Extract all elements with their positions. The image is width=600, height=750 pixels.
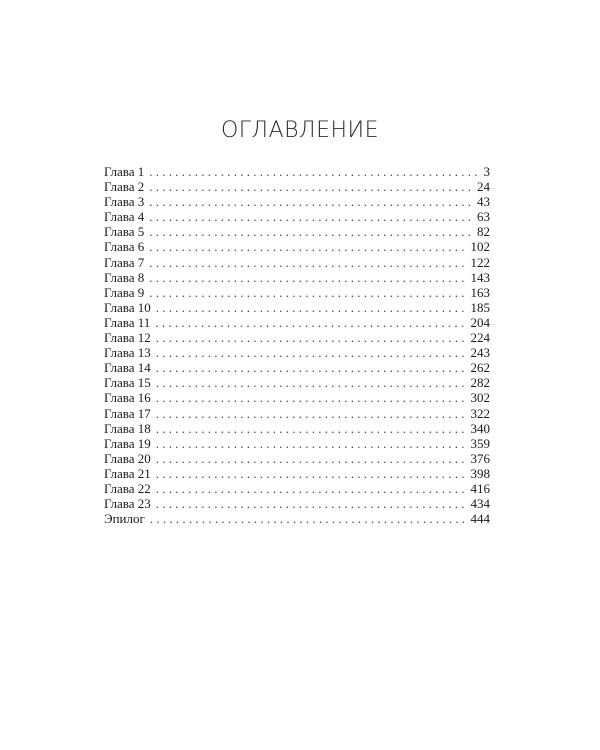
toc-entry-page-number: 376 <box>470 450 490 466</box>
toc-entry <box>104 481 490 496</box>
toc-entry-page-number: 122 <box>470 254 490 270</box>
toc-entry-label: Глава 8 <box>104 269 145 285</box>
toc-entry-leader-dots <box>156 451 468 466</box>
toc-entry-page-number: 82 <box>477 224 490 240</box>
toc-entry-leader-dots <box>156 406 468 421</box>
toc-entry-leader-dots <box>156 436 468 451</box>
toc-entry-page-number: 204 <box>470 314 490 330</box>
toc-entry-label: Глава 20 <box>104 450 151 466</box>
toc-entry-label: Глава 13 <box>104 345 151 361</box>
toc-entry-leader-dots <box>149 285 467 300</box>
toc-entry <box>104 466 490 481</box>
toc-entry-label: Глава 1 <box>104 164 145 179</box>
toc-entry <box>104 209 490 224</box>
toc-entry-label: Глава 5 <box>104 224 145 240</box>
toc-entry-leader-dots <box>150 511 468 526</box>
toc-entry-page-number: 302 <box>470 390 490 406</box>
toc-entry-leader-dots <box>156 496 468 511</box>
toc-entry <box>104 164 490 179</box>
toc-entry <box>104 375 490 390</box>
toc-entry-page-number: 416 <box>470 480 490 496</box>
toc-entry <box>104 406 490 421</box>
toc-entry-leader-dots <box>149 239 467 254</box>
toc-entry-leader-dots <box>149 224 474 239</box>
toc-entry <box>104 224 490 239</box>
toc-entry-leader-dots <box>156 390 468 405</box>
toc-entry <box>104 436 490 451</box>
toc-entry-leader-dots <box>156 360 468 375</box>
toc-entry-leader-dots <box>156 300 468 315</box>
toc-entry-page-number: 102 <box>470 239 490 255</box>
toc-entry-page-number: 224 <box>470 330 490 346</box>
toc-entry <box>104 255 490 270</box>
toc-entry-page-number: 322 <box>470 405 490 421</box>
toc-entry-page-number: 340 <box>470 420 490 436</box>
toc-entry-leader-dots <box>156 421 468 436</box>
toc-entry-label: Глава 14 <box>104 360 151 376</box>
toc-entry-page-number: 444 <box>470 511 490 527</box>
toc-entry <box>104 285 490 300</box>
toc-entry <box>104 496 490 511</box>
toc-entry <box>104 360 490 375</box>
toc-entry-leader-dots <box>156 481 468 496</box>
toc-entry-page-number: 262 <box>470 360 490 376</box>
toc-entry-leader-dots <box>155 315 467 330</box>
toc-entry-label: Глава 9 <box>104 284 145 300</box>
toc-entry-label: Глава 18 <box>104 420 151 436</box>
toc-entry <box>104 270 490 285</box>
toc-entry-page-number: 434 <box>470 496 490 512</box>
toc-entry <box>104 330 490 345</box>
toc-entry-label: Глава 15 <box>104 375 151 391</box>
toc-entry-page-number: 143 <box>470 269 490 285</box>
toc-entry-page-number: 359 <box>470 435 490 451</box>
toc-entry-page-number: 398 <box>470 465 490 481</box>
toc-entry <box>104 194 490 209</box>
toc-entry-label: Глава 19 <box>104 435 151 451</box>
toc-entry-page-number: 63 <box>477 209 490 225</box>
toc-entry-label: Глава 17 <box>104 405 151 421</box>
toc-entry-leader-dots <box>156 466 468 481</box>
toc-entry <box>104 345 490 360</box>
toc-entry-label: Глава 21 <box>104 465 151 481</box>
toc-entry-label: Глава 4 <box>104 209 145 225</box>
toc-title: ОГЛАВЛЕНИЕ <box>220 118 380 143</box>
toc-entry-label: Глава 23 <box>104 496 151 512</box>
toc-entry-label: Глава 16 <box>104 390 151 406</box>
toc-entry-page-number: 24 <box>477 179 490 195</box>
toc-entry-label: Глава 7 <box>104 254 145 270</box>
toc-entry-leader-dots <box>156 330 468 345</box>
toc-entry-label: Глава 2 <box>104 179 145 195</box>
toc-entry <box>104 179 490 194</box>
toc-entry <box>104 511 490 526</box>
toc-list <box>104 164 490 526</box>
toc-entry <box>104 239 490 254</box>
toc-entry-page-number: 282 <box>470 375 490 391</box>
toc-entry-leader-dots <box>156 345 468 360</box>
toc-entry-label: Глава 11 <box>104 314 151 330</box>
toc-entry <box>104 421 490 436</box>
toc-entry <box>104 390 490 405</box>
toc-entry <box>104 300 490 315</box>
toc-entry-label: Глава 12 <box>104 330 151 346</box>
toc-entry-leader-dots <box>149 270 467 285</box>
toc-entry-leader-dots <box>149 164 480 179</box>
toc-entry <box>104 315 490 330</box>
toc-entry-leader-dots <box>149 179 474 194</box>
toc-entry-label: Глава 22 <box>104 480 151 496</box>
toc-entry-label: Глава 6 <box>104 239 145 255</box>
toc-entry-leader-dots <box>149 194 474 209</box>
toc-entry-leader-dots <box>156 375 468 390</box>
toc-entry-page-number: 185 <box>470 299 490 315</box>
toc-entry-label: Глава 3 <box>104 194 145 210</box>
toc-entry-page-number: 163 <box>470 284 490 300</box>
toc-entry <box>104 451 490 466</box>
toc-entry-page-number: 3 <box>483 164 490 179</box>
toc-entry-page-number: 243 <box>470 345 490 361</box>
toc-entry-label: Эпилог <box>104 511 145 527</box>
toc-entry-page-number: 43 <box>477 194 490 210</box>
toc-entry-leader-dots <box>149 209 474 224</box>
toc-entry-leader-dots <box>149 255 467 270</box>
toc-entry-label: Глава 10 <box>104 299 151 315</box>
